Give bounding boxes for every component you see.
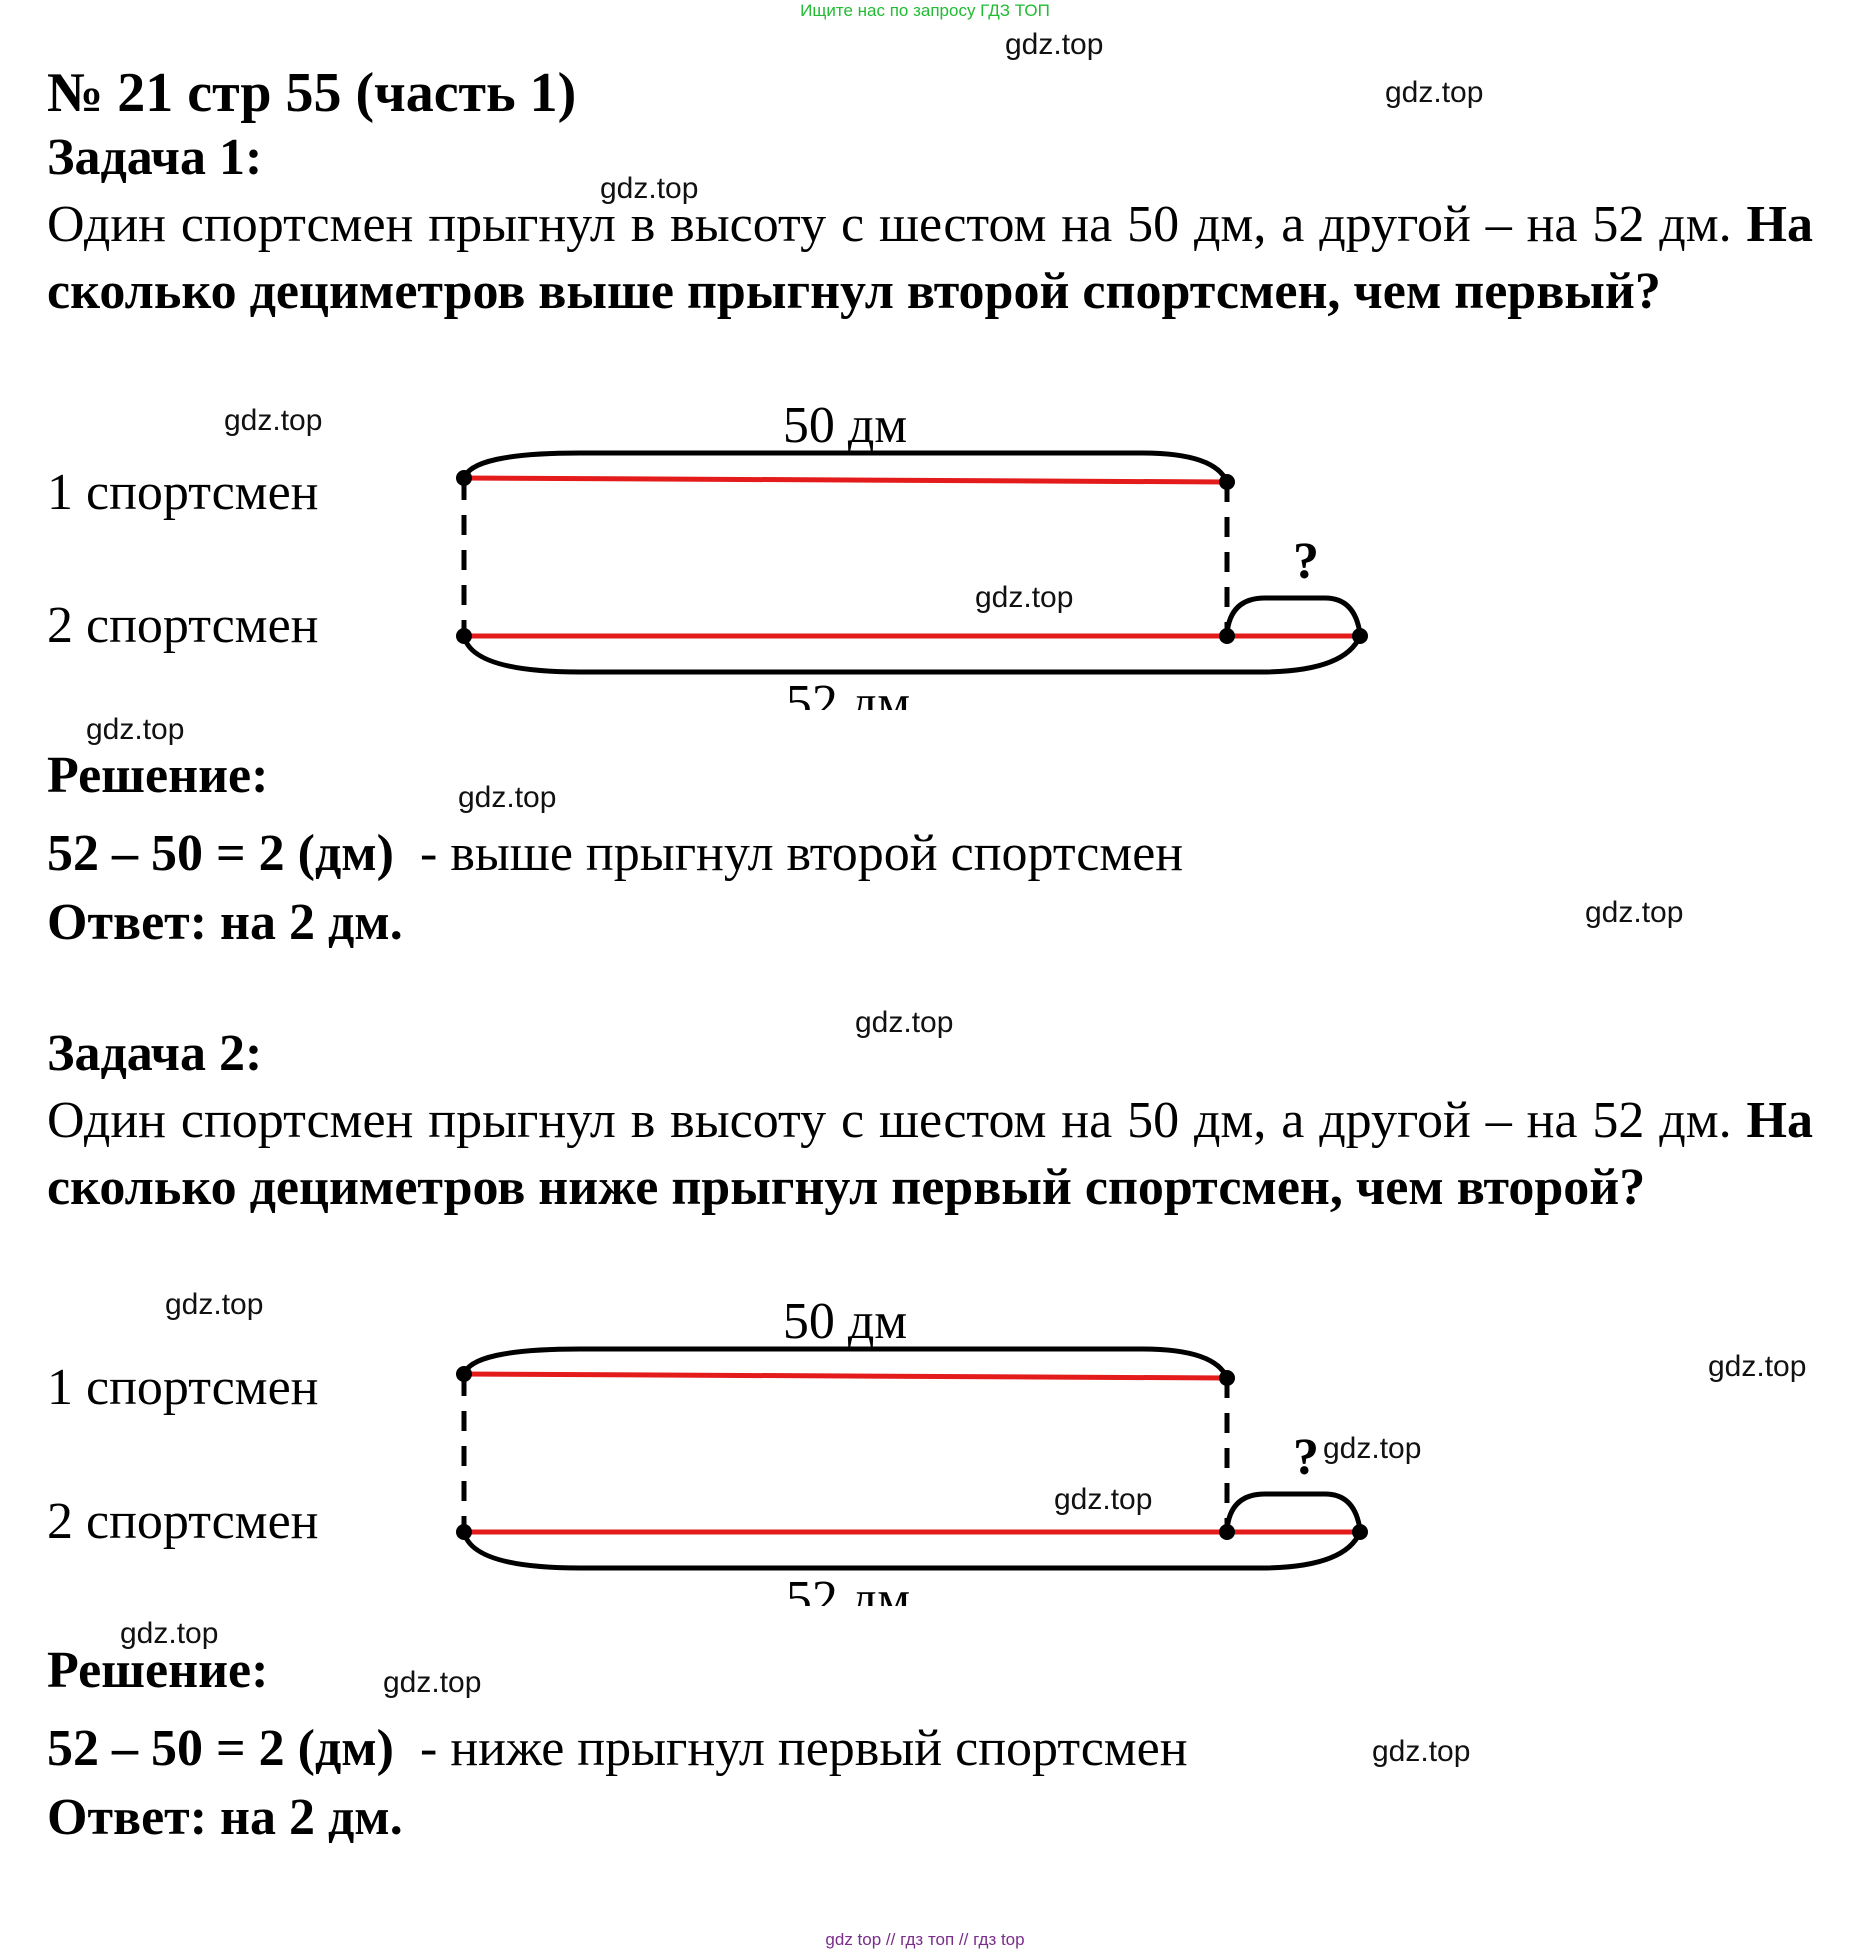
task-2-answer: Ответ: на 2 дм. xyxy=(47,1789,403,1846)
footer-links: gdz top // гдз топ // гдз top xyxy=(825,1930,1025,1949)
task-1-equation-note: - выше прыгнул второй спортсмен xyxy=(420,825,1184,882)
task-1-text-normal: Один спортсмен прыгнул в высоту с шестом на 50 дм, а другой – на 52 дм. xyxy=(47,196,1732,253)
promo-banner: Ищите нас по запросу ГДЗ ТОП xyxy=(800,1,1050,20)
watermark: gdz.top xyxy=(383,1666,482,1699)
question-mark: ? xyxy=(1293,1429,1319,1486)
difference-brace xyxy=(1227,598,1360,634)
top-value-label: 50 дм xyxy=(782,1293,908,1350)
task-1-equation: 52 – 50 = 2 (дм) xyxy=(47,825,394,882)
top-value-label: 50 дм xyxy=(782,397,908,454)
point xyxy=(1219,628,1235,644)
task-1-row1-label: 1 спортсмен xyxy=(47,464,319,521)
task-2-equation-note: - ниже прыгнул первый спортсмен xyxy=(420,1720,1188,1777)
point xyxy=(1352,1524,1368,1540)
task-1-heading: Задача 1: xyxy=(47,129,263,186)
point xyxy=(1219,474,1235,490)
watermark: gdz.top xyxy=(1323,1432,1422,1465)
task-1-question: На сколько дециметров выше прыгнул второй спортсмен, чем первый? xyxy=(47,196,1813,320)
task-1-solution-heading: Решение: xyxy=(47,747,269,804)
watermark: gdz.top xyxy=(1372,1735,1471,1768)
difference-brace xyxy=(1227,1494,1360,1530)
task-2-solution-heading: Решение: xyxy=(47,1642,269,1699)
watermark: gdz.top xyxy=(224,404,323,437)
task-1-row2-label: 2 спортсмен xyxy=(47,597,319,654)
task-2-row2-label: 2 спортсмен xyxy=(47,1493,319,1550)
task-2-question: На сколько дециметров ниже прыгнул первый спортсмен, чем второй? xyxy=(47,1092,1813,1216)
watermark: gdz.top xyxy=(1054,1483,1153,1516)
task-1-diagram xyxy=(430,390,1390,710)
segment-diagram-svg xyxy=(430,390,1390,710)
point xyxy=(456,470,472,486)
watermark: gdz.top xyxy=(600,172,699,205)
task-2-diagram xyxy=(430,1286,1390,1606)
watermark: gdz.top xyxy=(855,1006,954,1039)
bottom-value-label: 52 дм xyxy=(785,1571,911,1606)
segment-athlete-1 xyxy=(464,1374,1227,1378)
task-2-equation: 52 – 50 = 2 (дм) xyxy=(47,1720,394,1777)
watermark: gdz.top xyxy=(458,781,557,814)
task-1-text xyxy=(47,191,1813,325)
point xyxy=(1352,628,1368,644)
watermark: gdz.top xyxy=(165,1288,264,1321)
task-2-equation-line xyxy=(47,1720,1188,1778)
watermark: gdz.top xyxy=(86,713,185,746)
watermark: gdz.top xyxy=(1005,28,1104,61)
page-title: № 21 стр 55 (часть 1) xyxy=(47,62,577,124)
question-mark: ? xyxy=(1293,533,1319,590)
point xyxy=(456,1366,472,1382)
point xyxy=(1219,1370,1235,1386)
bottom-value-label: 52 дм xyxy=(785,675,911,710)
point xyxy=(456,628,472,644)
watermark: gdz.top xyxy=(1585,896,1684,929)
segment-athlete-1 xyxy=(464,478,1227,482)
watermark: gdz.top xyxy=(120,1617,219,1650)
watermark: gdz.top xyxy=(975,581,1074,614)
point xyxy=(1219,1524,1235,1540)
point xyxy=(456,1524,472,1540)
task-2-text-normal: Один спортсмен прыгнул в высоту с шестом на 50 дм, а другой – на 52 дм. xyxy=(47,1092,1732,1149)
watermark: gdz.top xyxy=(1708,1350,1807,1383)
task-1-equation-line xyxy=(47,825,1183,883)
task-2-heading: Задача 2: xyxy=(47,1025,263,1082)
task-2-row1-label: 1 спортсмен xyxy=(47,1359,319,1416)
watermark: gdz.top xyxy=(1385,76,1484,109)
task-1-answer: Ответ: на 2 дм. xyxy=(47,894,403,951)
task-2-text xyxy=(47,1087,1813,1221)
segment-diagram-svg xyxy=(430,1286,1390,1606)
